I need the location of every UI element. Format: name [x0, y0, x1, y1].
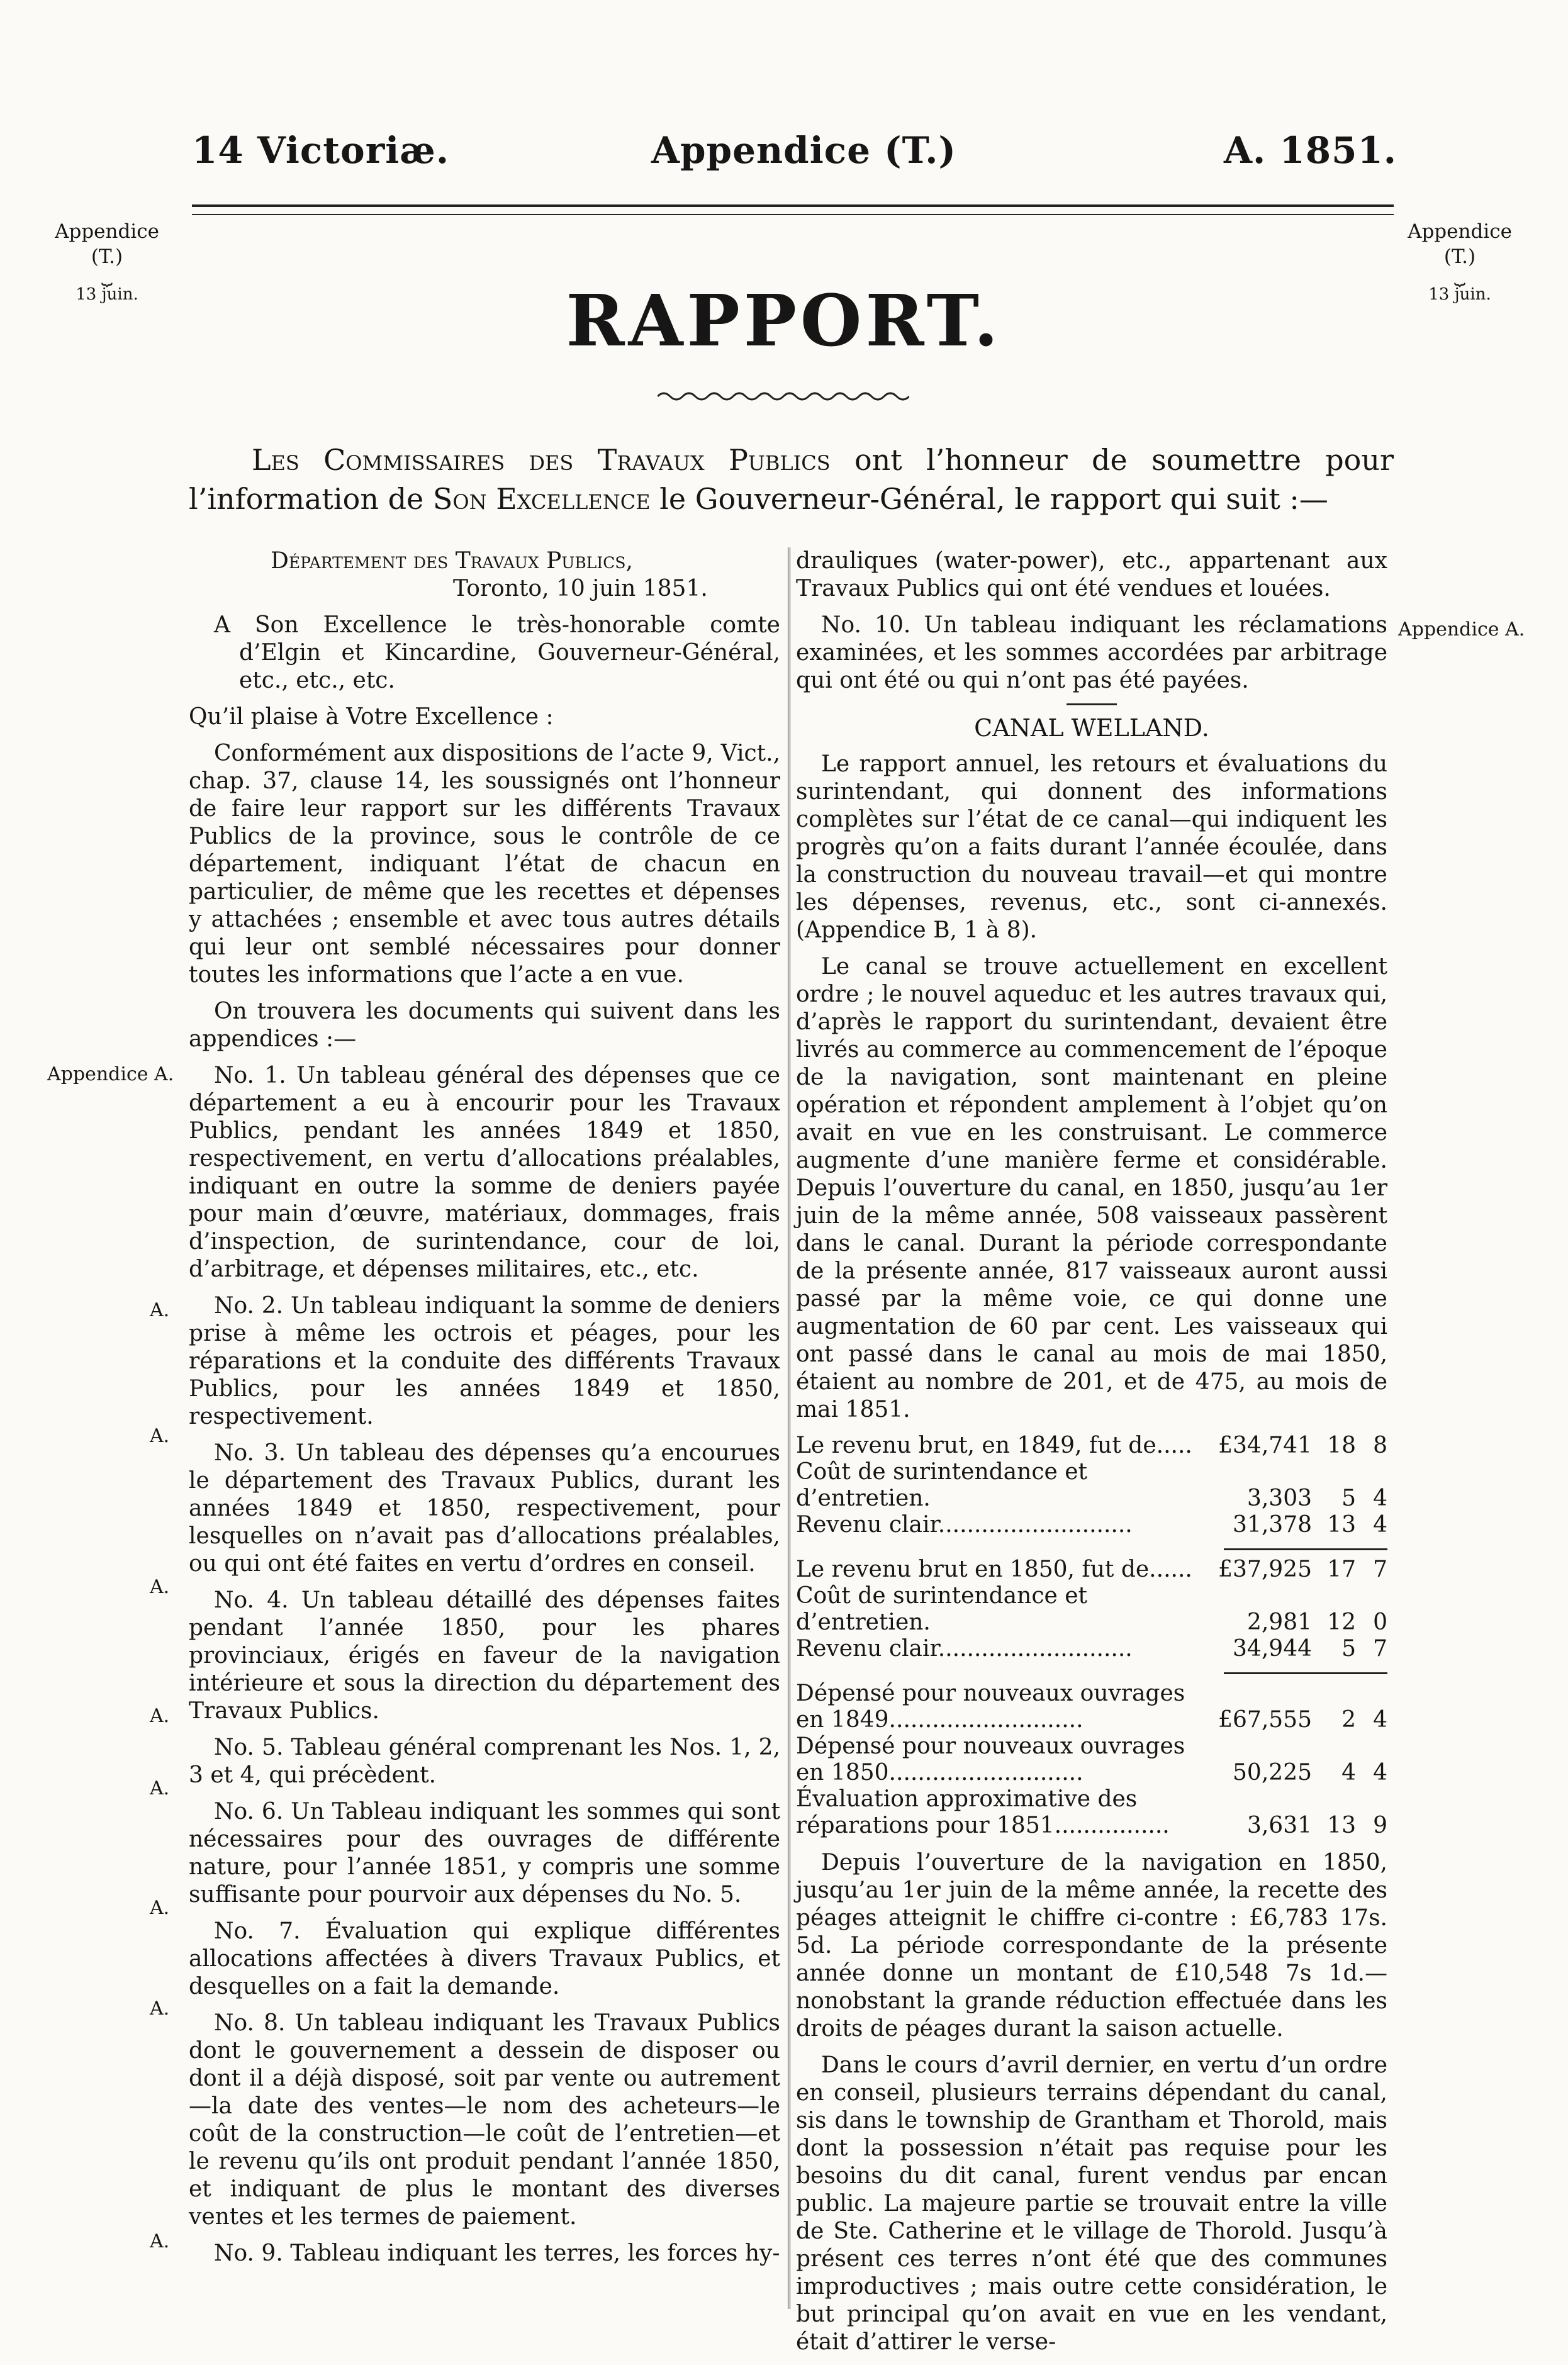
margin-right-label: Appendice: [1408, 220, 1512, 243]
page-title: RAPPORT.: [566, 280, 1002, 362]
acct-label: Coût de surintendance et d’entretien.: [796, 1583, 1088, 1635]
header-rule: [192, 204, 1394, 207]
acct-pence: 7: [1373, 1557, 1387, 1582]
table-row: [796, 1733, 1387, 1786]
account-rule: [1224, 1548, 1387, 1550]
acct-pounds: 3,303: [1246, 1485, 1312, 1511]
account-1849: [796, 1433, 1387, 1538]
acct-pence: 4: [1373, 1512, 1387, 1538]
table-row: [796, 1786, 1387, 1839]
table-row: [796, 1459, 1387, 1512]
dept-name: Département des Travaux Publics,: [271, 548, 633, 574]
left-column: [189, 547, 780, 2276]
margin-a-no8: A.: [150, 1998, 170, 2020]
list-item-no10: No. 10. Un tableau indiquant les réclamations examinées, et les sommes accordées par arbitrage qui ont été ou qui n’ont pas été payées.: [796, 612, 1387, 693]
acct-label: Revenu clair...........................: [796, 1512, 1133, 1538]
margin-a-no3: A.: [150, 1425, 170, 1447]
acct-pounds: £37,925: [1218, 1557, 1312, 1582]
acct-label: Dépensé pour nouveaux ouvrages en 1850...........................: [796, 1733, 1185, 1786]
right-para-2: Le canal se trouve actuellement en excellent ordre ; le nouvel aqueduc et les autres travaux qui, d’après le rapport du surintendant, devaient être livrés au commerce au commencement de l’époque de la navigation, sont maintenant en pleine opération et répondent amplement à l’objet qu’on avait en vue en les construisant. Le commerce augmente d’une manière ferme et considérable. Depuis l’ouverture du canal, en 1850, jusqu’au 1er juin de la même année, 508 vaisseaux passèrent dans le canal. Durant la période correspondante de la présente année, 817 vaisseaux auront aussi passé par la même voie, ce qui donne une augmentation de 60 par cent. Les vaisseaux qui ont passé dans le canal au mois de mai 1850, étaient au nombre de 201, et de 475, au mois de mai 1851.: [796, 954, 1387, 1423]
intro-sc1: Les Commissaires des Travaux Publics: [252, 443, 831, 477]
intro-t1: ont l’honneur de soumettre pour l’information de: [189, 443, 1394, 516]
column-divider: [788, 547, 790, 2309]
acct-label: Évaluation approximative des réparations pour 1851................: [796, 1786, 1170, 1838]
acct-label: Revenu clair...........................: [796, 1636, 1133, 1662]
salutation: Qu’il plaise à Votre Excellence :: [189, 704, 554, 730]
acct-pounds: £67,555: [1218, 1707, 1312, 1733]
list-item-no4: No. 4. Un tableau détaillé des dépenses faites pendant l’année 1850, pour les phares provinciaux, érigés en faveur de la navigation intérieure et sous la direction du département des Travaux Publics.: [189, 1587, 780, 1724]
list-item-no3: No. 3. Un tableau des dépenses qu’a encourues le département des Travaux Publics, durant les années 1849 et 1850, respectivement, pour lesquelles on n’avait pas d’allocations préalables, ou qui ont été faites en vertu d’ordres en conseil.: [189, 1440, 780, 1577]
acct-pounds: 31,378: [1233, 1512, 1312, 1538]
list-item-no8: No. 8. Un tableau indiquant les Travaux Publics dont le gouvernement a dessein de disposer ou dont il a déjà disposé, soit par vente ou autrement—la date des ventes—le nom des acheteurs—le coût de la construction—le coût de l’entretien—et le revenu qu’ils ont produit pendant l’année 1850, et indiquant de plus le montant des diverses ventes et les termes de paiement.: [189, 2010, 780, 2230]
acct-shillings: 13: [1327, 1512, 1356, 1538]
margin-a-no9: A.: [150, 2230, 170, 2252]
acct-pounds: £34,741: [1218, 1433, 1312, 1458]
margin-a-no7: A.: [150, 1897, 170, 1919]
margin-a-no2: A.: [150, 1299, 170, 1321]
table-row: [796, 1512, 1387, 1538]
address: A Son Excellence le très-honorable comte d’Elgin et Kincardine, Gouverneur-Général, etc., etc., etc.: [214, 612, 780, 693]
margin-a-no5: A.: [150, 1705, 170, 1727]
margin-right-brace: ⏟: [1454, 264, 1465, 286]
acct-shillings: 12: [1327, 1609, 1356, 1635]
intro-t2: le Gouverneur-Général, le rapport qui suit :—: [650, 482, 1328, 516]
canal-heading: CANAL WELLAND.: [974, 714, 1209, 742]
acct-shillings: 5: [1341, 1485, 1356, 1511]
table-row: [796, 1680, 1387, 1733]
acct-pence: 4: [1373, 1485, 1387, 1511]
margin-appendice-a-left: Appendice A.: [47, 1063, 174, 1085]
dept-line: [271, 547, 780, 575]
left-para-2: On trouvera les documents qui suivent dans les appendices :—: [189, 998, 780, 1052]
header-right: A. 1851.: [1224, 129, 1397, 172]
account-table-works: [796, 1680, 1387, 1839]
acct-label: Le revenu brut en 1850, fut de......: [796, 1557, 1192, 1582]
account-table-1849: [796, 1433, 1387, 1538]
acct-shillings: 5: [1341, 1636, 1356, 1662]
account-1850: [796, 1557, 1387, 1662]
list-item-no5: No. 5. Tableau général comprenant les Nos. 1, 2, 3 et 4, qui précèdent.: [189, 1735, 780, 1788]
right-para-1: Le rapport annuel, les retours et évaluations du surintendant, qui donnent des informations complètes sur l’état de ce canal—qui indiquent les progrès qu’on a faits durant l’année écoulée, dans la construction du nouveau travail—et qui montre les dépenses, revenus, etc., sont ci-annexés. (Appendice B, 1 à 8).: [796, 751, 1387, 943]
list-item-no2: No. 2. Un tableau indiquant la somme de deniers prise à même les octrois et péages, pour les réparations et la conduite des différents Travaux Publics, pour les années 1849 et 1850, respectivement.: [189, 1293, 780, 1429]
acct-shillings: 2: [1341, 1707, 1356, 1733]
margin-appendice-a-right: Appendice A.: [1398, 618, 1525, 640]
left-para-1: Conformément aux dispositions de l’acte 9, Vict., chap. 37, clause 14, les soussignés ont l’honneur de faire leur rapport sur les différents Travaux Publics de la province, sous le contrôle de ce département, indiquant l’état de chacun en particulier, de même que les recettes et dépenses y attachées ; ensemble et avec tous autres détails qui leur ont semblé nécessaires pour donner toutes les informations que l’acte a en vue.: [189, 741, 780, 988]
acct-shillings: 13: [1327, 1813, 1356, 1838]
acct-shillings: 17: [1327, 1557, 1356, 1582]
margin-left-label: Appendice: [55, 220, 159, 243]
margin-right-sub: (T.): [1443, 245, 1476, 268]
acct-shillings: 4: [1341, 1760, 1356, 1786]
table-row: [796, 1583, 1387, 1636]
acct-pence: 4: [1373, 1760, 1387, 1786]
section-rule: [1067, 703, 1117, 705]
account-works: [796, 1680, 1387, 1839]
table-row: [796, 1433, 1387, 1459]
account-rule: [1224, 1672, 1387, 1674]
intro-paragraph: [189, 440, 1394, 518]
header-center: Appendice (T.): [651, 129, 956, 172]
list-item-no9: No. 9. Tableau indiquant les terres, les forces hy-: [214, 2240, 780, 2266]
table-row: [796, 1557, 1387, 1583]
acct-label: Coût de surintendance et d’entretien.: [796, 1459, 1088, 1511]
account-table-1850: [796, 1557, 1387, 1662]
acct-pounds: 3,631: [1246, 1813, 1312, 1838]
list-item-no7: No. 7. Évaluation qui explique différentes allocations affectées à divers Travaux Publics, et desquelles on a fait la demande.: [189, 1918, 780, 1999]
margin-left-sub: (T.): [91, 245, 123, 268]
margin-a-no4: A.: [150, 1576, 170, 1598]
table-row: [796, 1636, 1387, 1662]
intro-sc2: Son Excellence: [432, 482, 651, 516]
dept-place: Toronto, 10 juin 1851.: [453, 576, 708, 601]
right-para-3: Depuis l’ouverture de la navigation en 1850, jusqu’au 1er juin de la même année, la recette des péages atteignit le chiffre ci-contre : £6,783 17s. 5d. La période correspondante de la présente année donne un montant de £10,548 7s 1d.—nonobstant la grande réduction effectuée dans les droits de péages durant la saison actuelle.: [796, 1850, 1387, 2042]
right-para-4: Dans le cours d’avril dernier, en vertu d’un ordre en conseil, plusieurs terrains dépendant du canal, sis dans le township de Grantham et Thorold, mais dont la possession n’était pas requise pour les besoins du dit canal, furent vendus par encan public. La majeure partie se trouvait entre la ville de Ste. Catherine et le village de Thorold. Jusqu’à présent ces terres n’ont été que des communes improductives ; mais outre cette considération, le but principal qu’on avait en vue en les vendant, était d’attirer le verse-: [796, 2052, 1387, 2355]
margin-left-brace: ⏟: [101, 264, 113, 286]
header-left: 14 Victoriæ.: [192, 129, 450, 172]
acct-pounds: 2,981: [1246, 1609, 1312, 1635]
margin-right-date: 13 juin.: [1428, 285, 1491, 304]
acct-pounds: 34,944: [1233, 1636, 1312, 1662]
list-item-no6: No. 6. Un Tableau indiquant les sommes qui sont nécessaires pour des ouvrages de différente nature, pour l’année 1851, y compris une somme suffisante pour pourvoir aux dépenses du No. 5.: [189, 1799, 780, 1908]
header-rule-thin: [192, 214, 1394, 215]
acct-pence: 4: [1373, 1707, 1387, 1733]
margin-left-date: 13 juin.: [76, 285, 138, 304]
list-item-no1: No. 1. Un tableau général des dépenses que ce département a eu à encourir pour les Travaux Publics, pendant les années 1849 et 1850, respectivement, en vertu d’allocations préalables, indiquant en outre la somme de deniers payée pour main d’œuvre, matériaux, dommages, frais d’inspection, de surintendance, cour de loi, d’arbitrage, et dépenses militaires, etc., etc.: [189, 1063, 780, 1282]
acct-label: Dépensé pour nouveaux ouvrages en 1849...........................: [796, 1680, 1185, 1733]
acct-label: Le revenu brut, en 1849, fut de.....: [796, 1433, 1192, 1458]
right-column: [796, 547, 1387, 2365]
acct-pounds: 50,225: [1233, 1760, 1312, 1786]
acct-pence: 9: [1373, 1813, 1387, 1838]
acct-pence: 0: [1373, 1609, 1387, 1635]
right-cont: drauliques (water-power), etc., appartenant aux Travaux Publics qui ont été vendues et louées.: [796, 548, 1387, 601]
title-ornament: [658, 390, 909, 403]
margin-a-no6: A.: [150, 1777, 170, 1799]
acct-pence: 7: [1373, 1636, 1387, 1662]
acct-pence: 8: [1373, 1433, 1387, 1458]
acct-shillings: 18: [1327, 1433, 1356, 1458]
